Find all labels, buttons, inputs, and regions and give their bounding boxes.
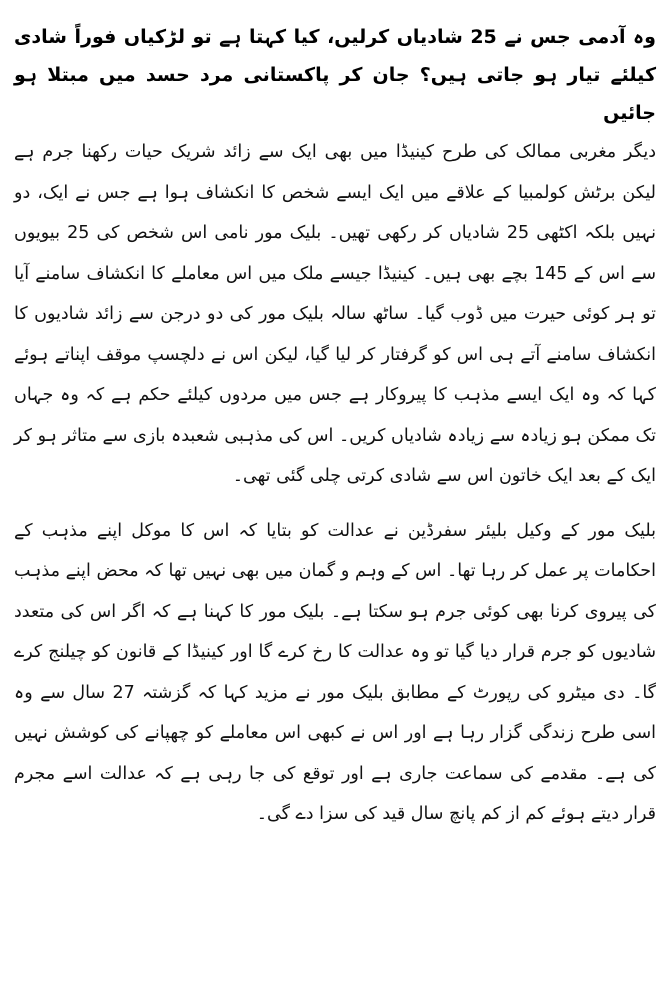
article-paragraph: بلیک مور کے وکیل بلیئر سفرڈین نے عدالت کو بتایا کہ اس کا موکل اپنے مذہب کے احکامات پر عمل کر رہا تھا۔ اس کے وہم و گمان میں بھی نہیں تھا کہ محض اپنے مذہب کی پیروی کرنا بھی کوئی جرم ہو سکتا ہے۔ بلیک مور کا کہنا ہے کہ اگر اس کی متعدد شادیوں کو جرم قرار دیا گیا تو وہ عدالت کا رخ کرے گا اور کینیڈا کے قانون کو چیلنج کرے گا۔ دی میٹرو کی رپورٹ کے مطابق بلیک مور نے مزید کہا کہ گزشتہ 27 سال سے وہ اسی طرح زندگی گزار رہا ہے اور اس نے کبھی اس معاملے کو چھپانے کی کوشش نہیں کی ہے۔ مقدمے کی سماعت جاری ہے اور توقع کی جا رہی ہے کہ عدالت اسے مجرم قرار دیتے ہوئے کم از کم پانچ سال قید کی سزا دے گی۔ <box>14 520 656 824</box>
article-headline: وہ آدمی جس نے 25 شادیاں کرلیں، کیا کہتا ہے تو لڑکیاں فوراً شادی کیلئے تیار ہو جاتی ہیں؟ جان کر پاکستانی مرد حسد میں مبتلا ہو جائیں <box>14 26 656 124</box>
article-paragraph: دیگر مغربی ممالک کی طرح کینیڈا میں بھی ایک سے زائد شریک حیات رکھنا جرم ہے لیکن برٹش کولمبیا کے علاقے میں ایک ایسے شخص کا انکشاف ہوا ہے جس نے ایک، دو نہیں بلکہ اکٹھی 25 شادیاں کر رکھی تھیں۔ بلیک مور نامی اس شخص کی 25 بیویوں سے اس کے 145 بچے بھی ہیں۔ کینیڈا جیسے ملک میں اس معاملے کا انکشاف سامنے آیا تو ہر کوئی حیرت میں ڈوب گیا۔ ساٹھ سالہ بلیک مور کی دو درجن سے زائد شادیوں کا انکشاف سامنے آتے ہی اس کو گرفتار کر لیا گیا، لیکن اس نے دلچسپ موقف اپناتے ہوئے کہا کہ وہ ایک ایسے مذہب کا پیروکار ہے جس میں مردوں کیلئے حکم ہے کہ وہ جہاں تک ممکن ہو زیادہ سے زیادہ شادیاں کریں۔ اس کی مذہبی شعبدہ بازی سے متاثر ہو کر ایک کے بعد ایک خاتون اس سے شادی کرتی چلی گئی تھی۔ <box>14 142 656 486</box>
article <box>14 18 656 835</box>
